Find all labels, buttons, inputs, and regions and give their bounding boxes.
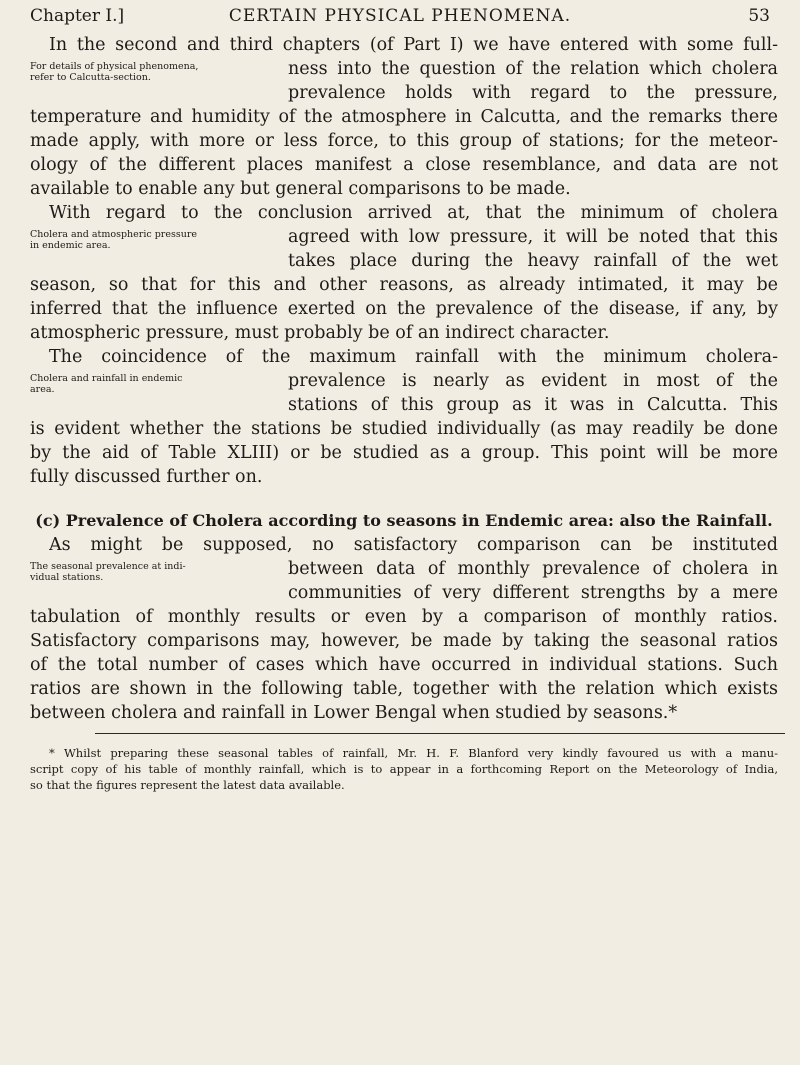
text-line: ness into the question of the relation which cholera — [288, 59, 778, 79]
text-line: of the total number of cases which have occurred in individual stations. Such — [30, 655, 778, 675]
text-line: In the second and third chapters (of Part I) we have entered with some full- — [49, 35, 778, 55]
text-line: between data of monthly prevalence of cholera in — [288, 559, 778, 579]
text-line: atmospheric pressure, must probably be of an indirect character. — [30, 323, 610, 343]
section-heading: (c) Prevalence of Cholera according to seasons in Endemic area: also the Rainfall. — [35, 511, 773, 530]
text-line: ratios are shown in the following table, together with the relation which exists — [30, 679, 778, 699]
text-line: is evident whether the stations be studied individually (as may readily be done — [30, 419, 778, 439]
text-line: prevalence holds with regard to the pressure, — [288, 83, 778, 103]
footnote-line: * Whilst preparing these seasonal tables of rainfall, Mr. H. F. Blanford very kindly favoured us with a manu- — [49, 746, 778, 760]
text-line: Satisfactory comparisons may, however, be made by taking the seasonal ratios — [30, 631, 778, 651]
text-line: temperature and humidity of the atmosphere in Calcutta, and the remarks there — [30, 107, 778, 127]
text-line: With regard to the conclusion arrived at, that the minimum of cholera — [49, 203, 778, 223]
text-line: by the aid of Table XLIII) or be studied as a group. This point will be more — [30, 443, 778, 463]
running-header — [30, 2, 770, 30]
text-line: between cholera and rainfall in Lower Bengal when studied by seasons.* — [30, 703, 678, 723]
margin-note-seasonal: The seasonal prevalence at indi- vidual stations. — [30, 561, 186, 583]
margin-note-rainfall: Cholera and rainfall in endemic area. — [30, 373, 183, 395]
margin-note-pressure: Cholera and atmospheric pressure in endemic area. — [30, 229, 197, 251]
chapter-label: Chapter I.] — [30, 6, 125, 26]
text-line: As might be supposed, no satisfactory comparison can be instituted — [49, 535, 778, 555]
text-line: agreed with low pressure, it will be noted that this — [288, 227, 778, 247]
page-number: 53 — [748, 6, 770, 26]
text-line: fully discussed further on. — [30, 467, 263, 487]
text-line: season, so that for this and other reasons, as already intimated, it may be — [30, 275, 778, 295]
text-line: made apply, with more or less force, to this group of stations; for the meteor- — [30, 131, 778, 151]
text-line: communities of very different strengths by a mere — [288, 583, 778, 603]
text-line: stations of this group as it was in Calcutta. This — [288, 395, 778, 415]
text-line: tabulation of monthly results or even by a comparison of monthly ratios. — [30, 607, 778, 627]
text-line: The coincidence of the maximum rainfall with the minimum cholera- — [49, 347, 778, 367]
footnote-line: script copy of his table of monthly rainfall, which is to appear in a forthcoming Report on the Meteorology of India, — [30, 762, 778, 776]
text-line: available to enable any but general comparisons to be made. — [30, 179, 571, 199]
footnote-divider — [95, 733, 785, 734]
footnote-line: so that the figures represent the latest data available. — [30, 778, 345, 792]
margin-note-physical-phenomena: For details of physical phenomena, refer to Calcutta-section. — [30, 61, 199, 83]
text-line: takes place during the heavy rainfall of the wet — [288, 251, 778, 271]
running-title: CERTAIN PHYSICAL PHENOMENA. — [228, 6, 572, 26]
text-line: inferred that the influence exerted on the prevalence of the disease, if any, by — [30, 299, 778, 319]
text-line: ology of the different places manifest a close resemblance, and data are not — [30, 155, 778, 175]
text-line: prevalence is nearly as evident in most of the — [288, 371, 778, 391]
